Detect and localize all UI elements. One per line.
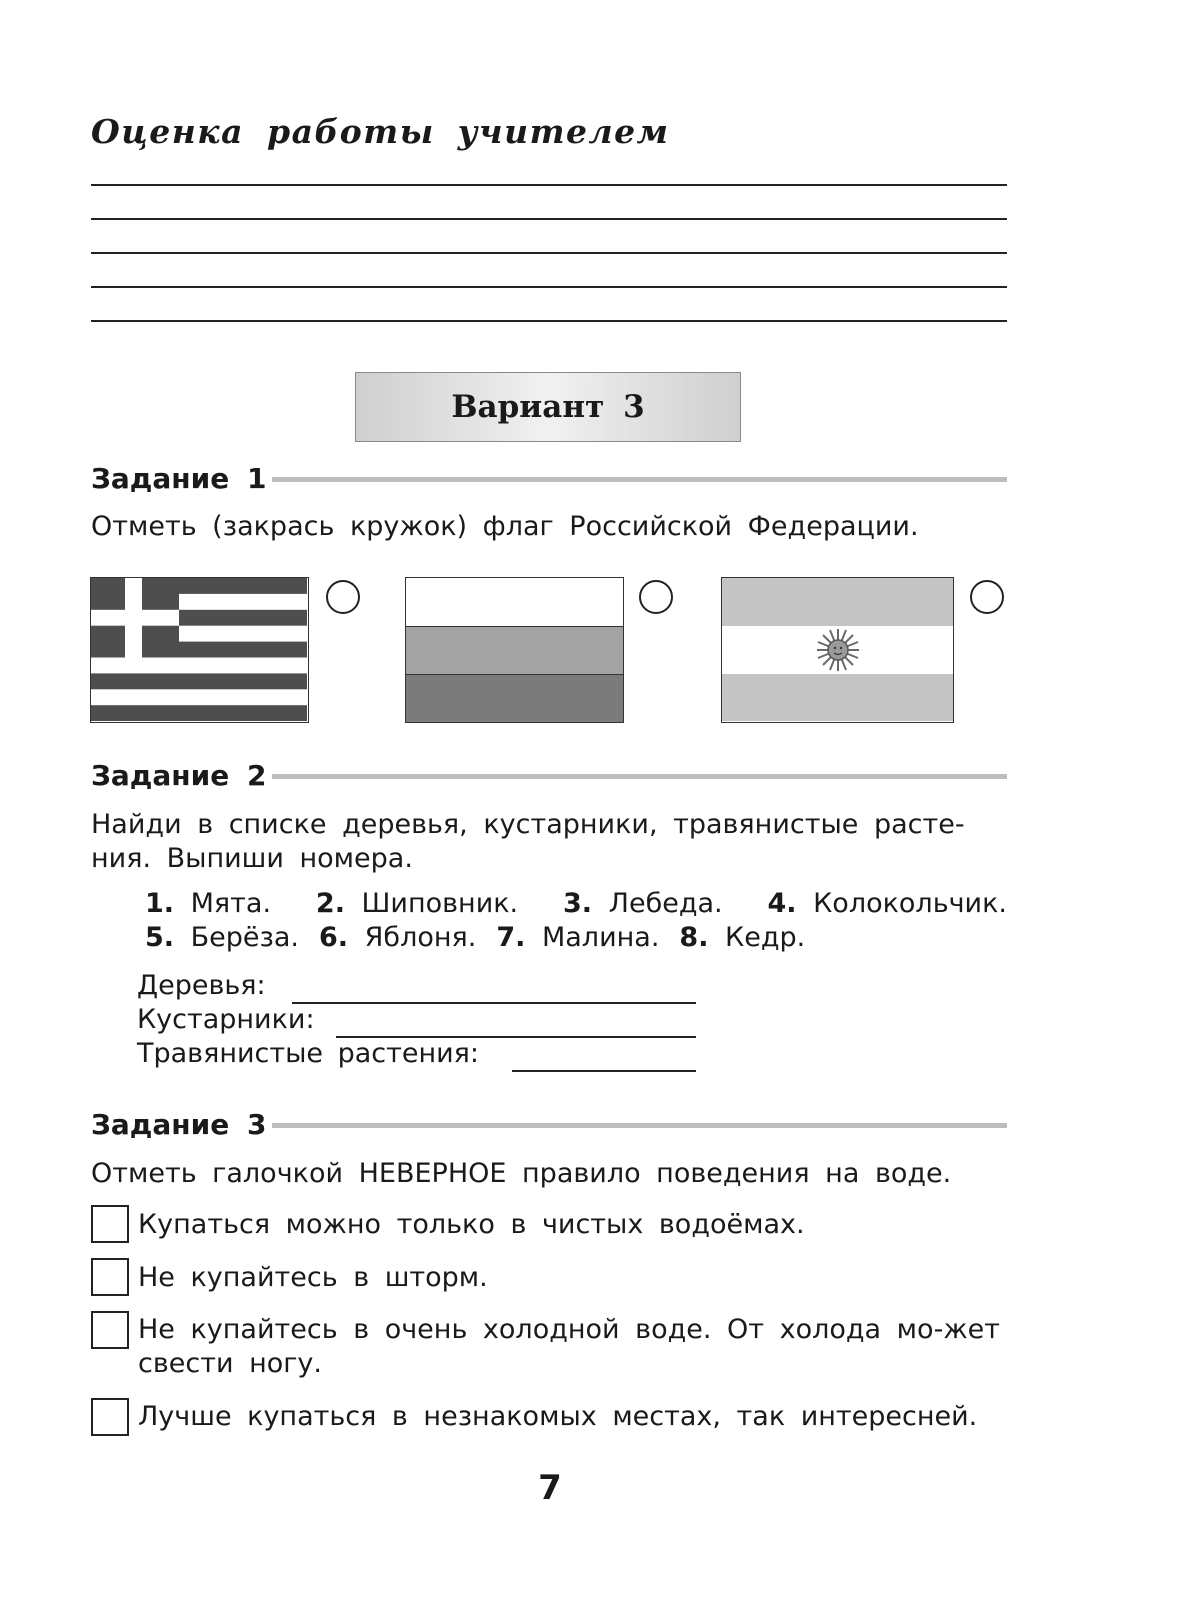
eval-line-2[interactable]: [91, 218, 1007, 220]
list-item: 7. Малина.: [496, 922, 660, 953]
option-1-checkbox[interactable]: [91, 1205, 129, 1243]
greece-select-circle[interactable]: [326, 580, 360, 614]
page-number: 7: [538, 1468, 562, 1508]
plant-list-row-2: [145, 922, 805, 953]
list-item: 3. Лебеда.: [563, 888, 723, 919]
option-3-text: Не купайтесь в очень холодной воде. От холода мо-жет свести ногу.: [138, 1314, 1000, 1379]
greece-flag-icon: [90, 577, 309, 723]
option-1-text: Купаться можно только в чистых водоёмах.: [138, 1209, 805, 1240]
task2-text: [91, 808, 1007, 876]
task1-heading-line: [272, 477, 1007, 482]
task3-heading: Задание 3: [91, 1108, 267, 1141]
variant-label: Вариант 3: [451, 389, 645, 425]
herbs-label: Травянистые растения:: [137, 1038, 480, 1069]
eval-line-4[interactable]: [91, 286, 1007, 288]
task2-text-line2: ния. Выпиши номера.: [91, 843, 413, 874]
trees-label: Деревья:: [137, 970, 266, 1001]
argentina-flag-icon: [721, 577, 954, 723]
option-4-text: Лучше купаться в незнакомых местах, так интересней.: [138, 1401, 978, 1432]
task1-heading: Задание 1: [91, 462, 267, 495]
task2-text-line1: Найди в списке деревья, кустарники, травянистые расте-: [91, 809, 965, 840]
list-item: 4. Колокольчик.: [767, 888, 1007, 919]
eval-line-5[interactable]: [91, 320, 1007, 322]
teacher-eval-title: Оценка работы учителем: [91, 112, 670, 151]
russia-flag-icon: [405, 577, 624, 723]
trees-answer-line[interactable]: [292, 1002, 696, 1004]
eval-line-3[interactable]: [91, 252, 1007, 254]
task2-heading-line: [272, 774, 1007, 779]
herbs-answer-line[interactable]: [512, 1070, 696, 1072]
plant-list-row-1: [145, 888, 1007, 919]
task2-heading: Задание 2: [91, 759, 267, 792]
list-item: 6. Яблоня.: [319, 922, 477, 953]
option-3-checkbox[interactable]: [91, 1311, 129, 1349]
eval-line-1[interactable]: [91, 184, 1007, 186]
list-item: 5. Берёза.: [145, 922, 300, 953]
shrubs-label: Кустарники:: [137, 1004, 315, 1035]
list-item: 8. Кедр.: [679, 922, 806, 953]
option-2-checkbox[interactable]: [91, 1258, 129, 1296]
task1-text: Отметь (закрась кружок) флаг Российской Федерации.: [91, 511, 919, 542]
option-2-text: Не купайтесь в шторм.: [138, 1262, 488, 1293]
task3-text: Отметь галочкой НЕВЕРНОЕ правило поведения на воде.: [91, 1158, 952, 1189]
russia-select-circle[interactable]: [639, 580, 673, 614]
argentina-select-circle[interactable]: [970, 580, 1004, 614]
list-item: 1. Мята.: [145, 888, 272, 919]
task3-heading-line: [272, 1123, 1007, 1128]
option-4-checkbox[interactable]: [91, 1398, 129, 1436]
list-item: 2. Шиповник.: [315, 888, 519, 919]
sun-emblem-icon: [815, 627, 861, 673]
variant-label-box: [355, 372, 741, 442]
